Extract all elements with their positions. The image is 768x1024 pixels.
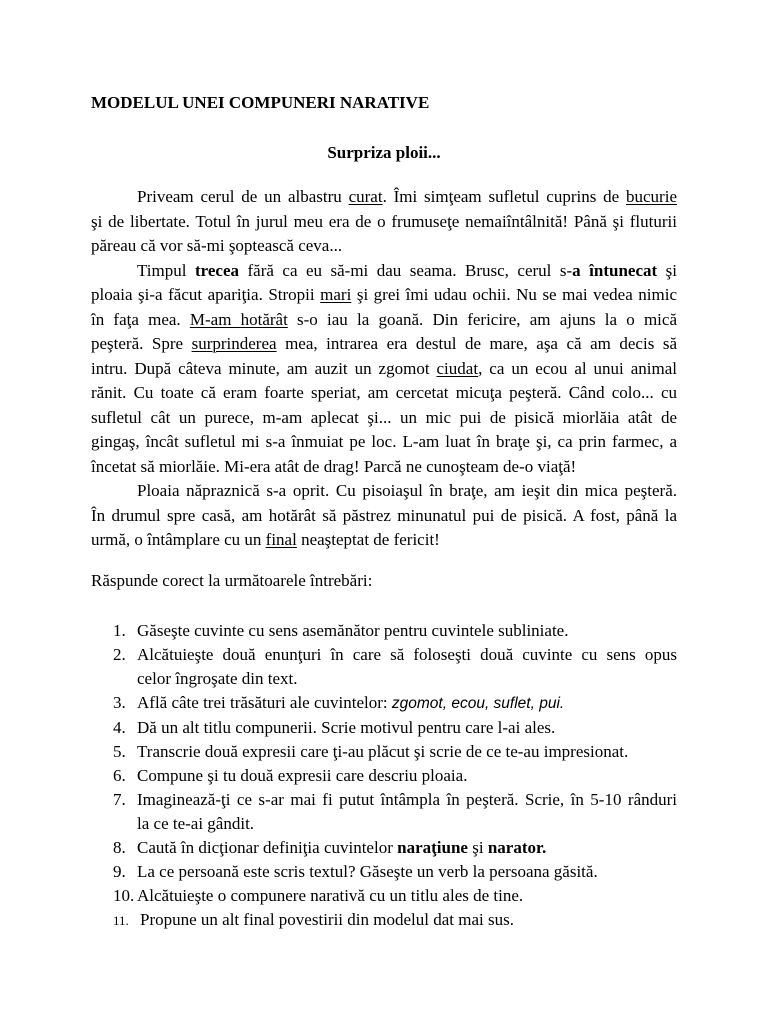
underlined-word: final (265, 530, 297, 549)
document-title: MODELUL UNEI COMPUNERI NARATIVE (91, 93, 430, 112)
text-line (91, 308, 677, 333)
text-line (137, 860, 677, 884)
text-run: Găseşte cuvinte cu sens asemănător pentru cuvintele subliniate. (137, 621, 569, 641)
text-line (137, 884, 677, 908)
question-number: 3. (113, 693, 126, 713)
questions-prompt: Răspunde corect la următoarele întrebări: (91, 571, 373, 590)
text-line (137, 643, 677, 667)
text-line (137, 764, 677, 788)
question-number: 4. (113, 718, 126, 738)
text-run: şi (467, 838, 488, 858)
text-run: păreau că vor să-mi şoptească ceva... (91, 236, 343, 255)
question-text (137, 691, 677, 716)
question-item (91, 788, 677, 836)
text-run: peşteră. Spre (91, 334, 192, 353)
text-line (91, 381, 677, 406)
italic-word: zgomot, ecou, suflet, pui. (391, 695, 565, 713)
text-run: , ca un ecou al unui animal (478, 358, 677, 378)
text-line (137, 691, 677, 716)
question-text (137, 884, 677, 908)
text-run: sufletul cât un purece, m-am aplecat şi... un mic pui de pisică miorlăia atât de (91, 407, 677, 427)
text-line (91, 185, 677, 210)
story-text (91, 185, 677, 553)
text-run: Alcătuieşte o compunere narativă cu un titlu ales de tine. (137, 886, 524, 906)
text-line (137, 667, 677, 691)
text-run: şi (657, 260, 678, 280)
text-line (137, 740, 677, 764)
text-line (91, 504, 677, 529)
text-run: intru. După câteva minute, am auzit un zgomot (91, 358, 437, 378)
question-text (137, 836, 677, 860)
text-line (137, 788, 677, 812)
document-body (91, 91, 677, 932)
text-line (140, 908, 677, 932)
question-item (91, 884, 677, 908)
question-text (137, 740, 677, 764)
text-run: Află câte trei trăsături ale cuvintelor: (137, 693, 392, 713)
question-text (137, 716, 677, 740)
question-text (137, 643, 677, 691)
bold-word: narator. (487, 838, 547, 858)
text-run: s-o iau la goană. Din fericire, am ajuns la o mică (287, 309, 677, 329)
text-line (137, 812, 677, 836)
text-run: În drumul spre casă, am hotărât să păstrez minunatul pui de pisică. A fost, până la (91, 505, 677, 525)
question-number: 6. (113, 766, 126, 786)
question-number: 9. (113, 862, 126, 882)
text-run: La ce persoană este scris textul? Găseşte un verb la persoana găsită. (137, 862, 598, 882)
text-run: Imaginează-ţi ce s-ar mai fi putut întâmpla în peşteră. Scrie, în 5-10 rânduri (137, 790, 677, 810)
text-line (91, 332, 677, 357)
text-run: Dă un alt titlu compunerii. Scrie motivul pentru care l-ai ales. (137, 718, 556, 738)
text-run: în faţa mea. (91, 309, 190, 329)
underlined-word: surprinderea (191, 334, 277, 353)
question-number: 1. (113, 621, 126, 641)
question-number: 10. (113, 886, 135, 906)
text-run: mea, intrarea era destul de mare, aşa că am decis să (276, 334, 677, 353)
text-line (91, 234, 677, 259)
text-line (91, 210, 677, 235)
bold-word: naraţiune (397, 838, 468, 858)
text-run: încetat să miorlăie. Mi-era atât de drag! Parcă ne cunoşteam de-o viaţă! (91, 456, 577, 476)
story-paragraph (91, 479, 677, 553)
question-text (137, 908, 677, 932)
question-number: 7. (113, 790, 126, 810)
question-item (91, 860, 677, 884)
text-run: Caută în dicţionar definiţia cuvintelor (137, 838, 398, 858)
text-line (137, 716, 677, 740)
text-run: neaşteptat de fericit! (296, 530, 440, 549)
question-number: 5. (113, 742, 126, 762)
text-line (91, 259, 677, 284)
questions-list (91, 619, 677, 932)
story-paragraph (91, 185, 677, 259)
question-item (91, 716, 677, 740)
text-run: şi de libertate. Totul în jurul meu era de o frumuseţe nemaiîntâlnită! Până şi fluturii (91, 211, 677, 231)
text-run: . Îmi simţeam sufletul cuprins de (382, 187, 627, 206)
text-run: celor îngroşate din text. (137, 669, 298, 689)
question-item (91, 836, 677, 860)
story-paragraph (91, 259, 677, 480)
text-run: Priveam cerul de un albastru (137, 187, 349, 206)
text-run: gingaş, încât sufletul mi s-a înmuiat pe loc. L-am luat în braţe şi, ca prin farmec, a (91, 432, 677, 451)
text-line (137, 619, 677, 643)
underlined-word: ciudat (436, 358, 479, 378)
text-run: ploaia şi-a făcut apariţia. Stropii (91, 285, 321, 304)
text-run: Ploaia năpraznică s-a oprit. Cu pisoiaşul în braţe, am ieşit din mica peşteră. (137, 481, 677, 500)
text-run: Timpul (137, 260, 195, 280)
text-run: urmă, o întâmplare cu un (91, 530, 266, 549)
question-item (91, 691, 677, 716)
question-item (91, 764, 677, 788)
underlined-word: M-am hotărât (189, 309, 288, 329)
underlined-word: curat (348, 187, 383, 206)
text-line (91, 283, 677, 308)
underlined-word: mari (320, 285, 352, 304)
story-title: Surpriza ploii... (327, 143, 441, 162)
question-item (91, 908, 677, 932)
text-run: la ce te-ai gândit. (137, 814, 255, 834)
bold-word: trecea (194, 260, 239, 280)
text-line (91, 479, 677, 504)
text-run: Alcătuieşte două enunţuri în care să foloseşti două cuvinte cu sens opus (137, 645, 677, 665)
bold-word: a întunecat (572, 260, 658, 280)
text-run: şi grei îmi udau ochii. Nu se mai vedea nimic (351, 285, 677, 304)
text-run: rănit. Cu toate că eram foarte speriat, am cercetat micuţa peşteră. Când colo... cu (91, 383, 677, 402)
question-number: 2. (113, 645, 126, 665)
text-line (91, 455, 677, 480)
question-item (91, 740, 677, 764)
question-text (137, 764, 677, 788)
question-number: 8. (113, 838, 126, 858)
text-line (91, 430, 677, 455)
question-item (91, 643, 677, 691)
underlined-word: bucurie (626, 187, 677, 206)
text-run: Compune şi tu două expresii care descriu ploaia. (137, 766, 468, 786)
text-run: Transcrie două expresii care ţi-au plăcut şi scrie de ce te-au impresionat. (137, 742, 629, 762)
text-line (91, 357, 677, 382)
text-line (91, 528, 677, 553)
text-line (137, 836, 677, 860)
question-item (91, 619, 677, 643)
question-text (137, 788, 677, 836)
question-number: 11. (113, 913, 129, 929)
text-line (91, 406, 677, 431)
question-text (137, 619, 677, 643)
question-text (137, 860, 677, 884)
text-run: Propune un alt final povestirii din modelul dat mai sus. (140, 910, 514, 930)
text-run: fără ca eu să-mi dau seama. Brusc, cerul s- (239, 260, 573, 280)
